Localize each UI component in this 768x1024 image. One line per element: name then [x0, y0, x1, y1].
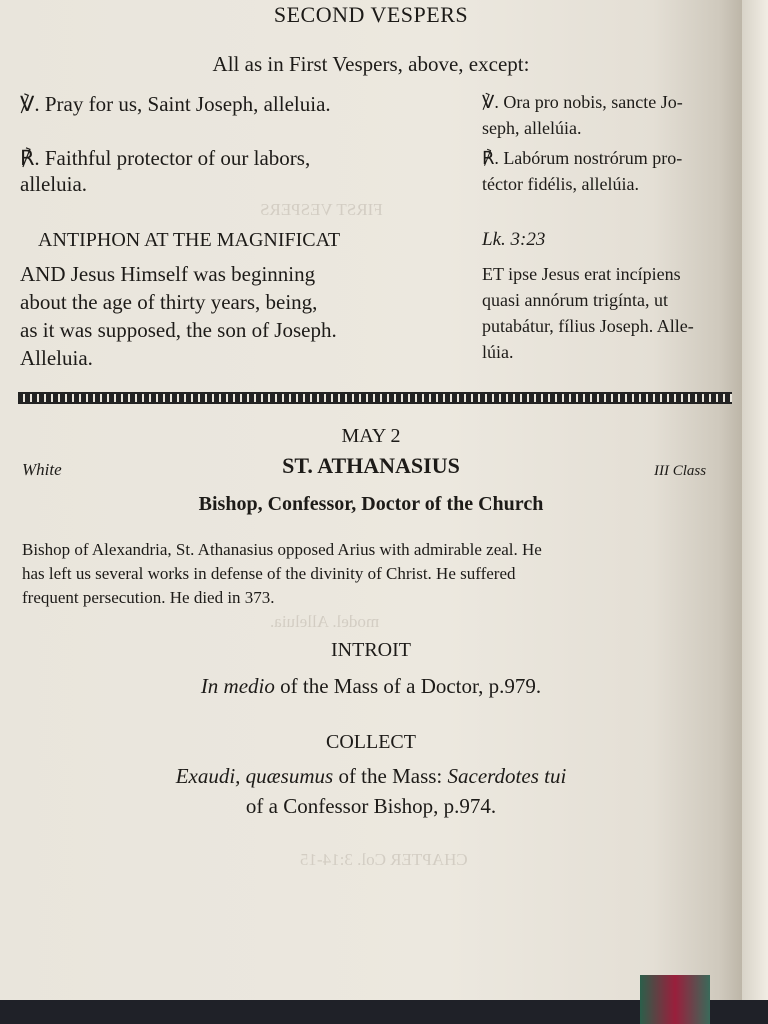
second-vespers-heading: SECOND VESPERS	[273, 2, 469, 27]
vespers-intro: All as in First Vespers, above, except:	[212, 52, 530, 76]
versicle-latin-2: seph, allelúia.	[482, 118, 582, 138]
magnificat-english-3: as it was supposed, the son of Joseph.	[20, 318, 337, 342]
collect-middle: of the Mass:	[333, 764, 448, 788]
magnificat-english-2: about the age of thirty years, being,	[20, 290, 318, 314]
liturgical-color: White	[22, 460, 62, 479]
feast-class: III Class	[654, 463, 707, 479]
bleed-through-text: FIRST VESPERS	[260, 200, 383, 219]
magnificat-latin-1: ET ipse Jesus erat incípiens	[482, 264, 681, 284]
introit-heading: INTROIT	[331, 639, 411, 661]
bleed-through-text: model. Alleluia.	[270, 612, 380, 631]
feast-date: MAY 2	[341, 425, 401, 447]
introit-incipit: In medio	[200, 674, 275, 698]
magnificat-latin-2: quasi annórum trigínta, ut	[482, 290, 668, 310]
response-english-1: ℟. Faithful protector of our labors,	[20, 146, 311, 170]
magnificat-heading: ANTIPHON AT THE MAGNIFICAT	[38, 229, 341, 251]
versicle-english: ℣. Pray for us, Saint Joseph, alleluia.	[20, 92, 331, 116]
magnificat-latin-3: putabátur, fílius Joseph. Alle-	[482, 316, 694, 336]
introit-rest: of the Mass of a Doctor, p.979.	[274, 674, 542, 698]
bio-line-1: Bishop of Alexandria, St. Athanasius opposed Arius with admirable zeal. He	[22, 540, 542, 559]
collect-text-2: of a Confessor Bishop, p.974.	[245, 794, 497, 818]
bio-line-2: has left us several works in defense of the divinity of Christ. He suffered	[22, 564, 516, 583]
page-edge	[742, 0, 768, 1000]
feast-name: ST. ATHANASIUS	[282, 453, 460, 478]
collect-text-1	[0, 762, 742, 790]
magnificat-english-1: AND Jesus Himself was beginning	[20, 262, 316, 286]
ornamental-divider	[18, 392, 732, 404]
collect-heading: COLLECT	[326, 731, 416, 753]
magnificat-english-4: Alleluia.	[20, 346, 93, 370]
response-latin-1: ℟. Labórum nostrórum pro-	[482, 148, 683, 168]
collect-incipit: Exaudi, quæsumus	[175, 764, 334, 788]
magnificat-reference: Lk. 3:23	[482, 229, 546, 250]
bookmark-ribbon	[640, 975, 710, 1024]
introit-text	[0, 672, 742, 700]
collect-mass: Sacerdotes tui	[447, 764, 567, 788]
bio-line-3: frequent persecution. He died in 373.	[22, 588, 275, 607]
magnificat-latin-4: lúia.	[482, 342, 514, 362]
bleed-through-text: CHAPTER Col. 3:14-15	[300, 850, 468, 869]
response-latin-2: téctor fidélis, allelúia.	[482, 174, 639, 194]
versicle-latin-1: ℣. Ora pro nobis, sancte Jo-	[482, 92, 683, 112]
response-english-2: alleluia.	[20, 172, 88, 196]
feast-subtitle: Bishop, Confessor, Doctor of the Church	[198, 493, 544, 515]
